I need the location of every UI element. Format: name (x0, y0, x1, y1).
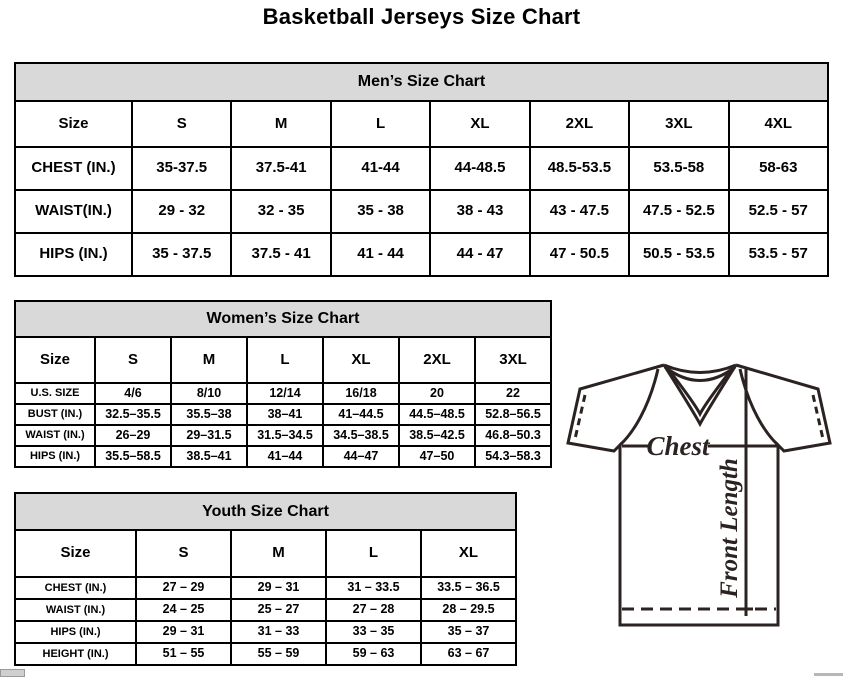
column-header: Size (15, 530, 136, 577)
jersey-measurement-diagram (556, 356, 843, 648)
womens-size-table (14, 300, 552, 468)
size-value-cell: 46.8–50.3 (475, 425, 551, 446)
size-value-cell: 29–31.5 (171, 425, 247, 446)
horizontal-scrollbar-fragment-left[interactable] (0, 669, 25, 677)
size-value-cell: 44-48.5 (430, 147, 529, 190)
size-value-cell: 31.5–34.5 (247, 425, 323, 446)
size-value-cell: 38.5–42.5 (399, 425, 475, 446)
column-header: 3XL (629, 101, 728, 147)
column-header: Size (15, 337, 95, 383)
row-label: HIPS (IN.) (15, 233, 132, 276)
size-value-cell: 38.5–41 (171, 446, 247, 467)
size-value-cell: 29 – 31 (231, 577, 326, 599)
page-title: Basketball Jerseys Size Chart (262, 4, 581, 29)
table-row (15, 425, 551, 446)
youth-size-table (14, 492, 517, 666)
column-header: S (136, 530, 231, 577)
size-value-cell: 59 – 63 (326, 643, 421, 665)
size-value-cell: 37.5-41 (231, 147, 330, 190)
size-value-cell: 27 – 29 (136, 577, 231, 599)
size-value-cell: 35 - 37.5 (132, 233, 231, 276)
size-value-cell: 47 - 50.5 (530, 233, 629, 276)
size-value-cell: 53.5-58 (629, 147, 728, 190)
row-label: U.S. SIZE (15, 383, 95, 404)
size-value-cell: 32 - 35 (231, 190, 330, 233)
jersey-outline (568, 365, 830, 625)
size-value-cell: 41–44.5 (323, 404, 399, 425)
column-header: M (171, 337, 247, 383)
column-header: 2XL (530, 101, 629, 147)
row-label: WAIST(IN.) (15, 190, 132, 233)
row-label: HIPS (IN.) (15, 621, 136, 643)
size-value-cell: 26–29 (95, 425, 171, 446)
row-label: CHEST (IN.) (15, 577, 136, 599)
size-value-cell: 53.5 - 57 (729, 233, 828, 276)
table-title: Youth Size Chart (15, 493, 516, 530)
column-header: S (95, 337, 171, 383)
horizontal-scrollbar-fragment-right[interactable] (814, 673, 843, 676)
column-header: L (247, 337, 323, 383)
size-value-cell: 24 – 25 (136, 599, 231, 621)
size-value-cell: 33 – 35 (326, 621, 421, 643)
column-header: Size (15, 101, 132, 147)
size-value-cell: 44.5–48.5 (399, 404, 475, 425)
table-row (15, 404, 551, 425)
table-row (15, 577, 516, 599)
size-value-cell: 33.5 – 36.5 (421, 577, 516, 599)
size-value-cell: 8/10 (171, 383, 247, 404)
column-header: M (231, 101, 330, 147)
mens-size-table (14, 62, 829, 277)
column-header: M (231, 530, 326, 577)
column-header: XL (323, 337, 399, 383)
size-value-cell: 47.5 - 52.5 (629, 190, 728, 233)
size-value-cell: 12/14 (247, 383, 323, 404)
size-value-cell: 44–47 (323, 446, 399, 467)
size-value-cell: 22 (475, 383, 551, 404)
size-value-cell: 51 – 55 (136, 643, 231, 665)
size-value-cell: 35.5–38 (171, 404, 247, 425)
row-label: WAIST (IN.) (15, 425, 95, 446)
column-header: S (132, 101, 231, 147)
size-value-cell: 37.5 - 41 (231, 233, 330, 276)
size-value-cell: 35.5–58.5 (95, 446, 171, 467)
size-value-cell: 4/6 (95, 383, 171, 404)
size-value-cell: 34.5–38.5 (323, 425, 399, 446)
size-value-cell: 31 – 33 (231, 621, 326, 643)
column-header: 2XL (399, 337, 475, 383)
size-value-cell: 50.5 - 53.5 (629, 233, 728, 276)
size-value-cell: 47–50 (399, 446, 475, 467)
size-value-cell: 43 - 47.5 (530, 190, 629, 233)
table-row (15, 147, 828, 190)
size-value-cell: 48.5-53.5 (530, 147, 629, 190)
size-value-cell: 54.3–58.3 (475, 446, 551, 467)
row-label: CHEST (IN.) (15, 147, 132, 190)
row-label: BUST (IN.) (15, 404, 95, 425)
size-value-cell: 25 – 27 (231, 599, 326, 621)
table-row (15, 383, 551, 404)
size-value-cell: 52.8–56.5 (475, 404, 551, 425)
size-value-cell: 38 - 43 (430, 190, 529, 233)
column-header: 4XL (729, 101, 828, 147)
collar-back-arc (664, 365, 736, 373)
size-value-cell: 27 – 28 (326, 599, 421, 621)
table-row (15, 446, 551, 467)
table-row (15, 190, 828, 233)
size-value-cell: 44 - 47 (430, 233, 529, 276)
size-value-cell: 20 (399, 383, 475, 404)
front-length-label: Front Length (716, 458, 743, 598)
table-row (15, 233, 828, 276)
size-value-cell: 35 – 37 (421, 621, 516, 643)
column-header: XL (421, 530, 516, 577)
row-label: WAIST (IN.) (15, 599, 136, 621)
row-label: HIPS (IN.) (15, 446, 95, 467)
size-value-cell: 35 - 38 (331, 190, 430, 233)
column-header: L (331, 101, 430, 147)
size-value-cell: 29 - 32 (132, 190, 231, 233)
chest-label: Chest (646, 431, 710, 461)
size-value-cell: 35-37.5 (132, 147, 231, 190)
size-value-cell: 63 – 67 (421, 643, 516, 665)
column-header: 3XL (475, 337, 551, 383)
table-row (15, 643, 516, 665)
column-header: L (326, 530, 421, 577)
size-value-cell: 41–44 (247, 446, 323, 467)
size-value-cell: 58-63 (729, 147, 828, 190)
size-value-cell: 16/18 (323, 383, 399, 404)
table-title: Men’s Size Chart (15, 63, 828, 101)
size-value-cell: 29 – 31 (136, 621, 231, 643)
size-value-cell: 38–41 (247, 404, 323, 425)
size-value-cell: 32.5–35.5 (95, 404, 171, 425)
table-row (15, 599, 516, 621)
column-header: XL (430, 101, 529, 147)
table-row (15, 621, 516, 643)
size-value-cell: 31 – 33.5 (326, 577, 421, 599)
table-title: Women’s Size Chart (15, 301, 551, 337)
size-value-cell: 41 - 44 (331, 233, 430, 276)
row-label: HEIGHT (IN.) (15, 643, 136, 665)
size-value-cell: 41-44 (331, 147, 430, 190)
size-value-cell: 55 – 59 (231, 643, 326, 665)
size-value-cell: 28 – 29.5 (421, 599, 516, 621)
size-value-cell: 52.5 - 57 (729, 190, 828, 233)
